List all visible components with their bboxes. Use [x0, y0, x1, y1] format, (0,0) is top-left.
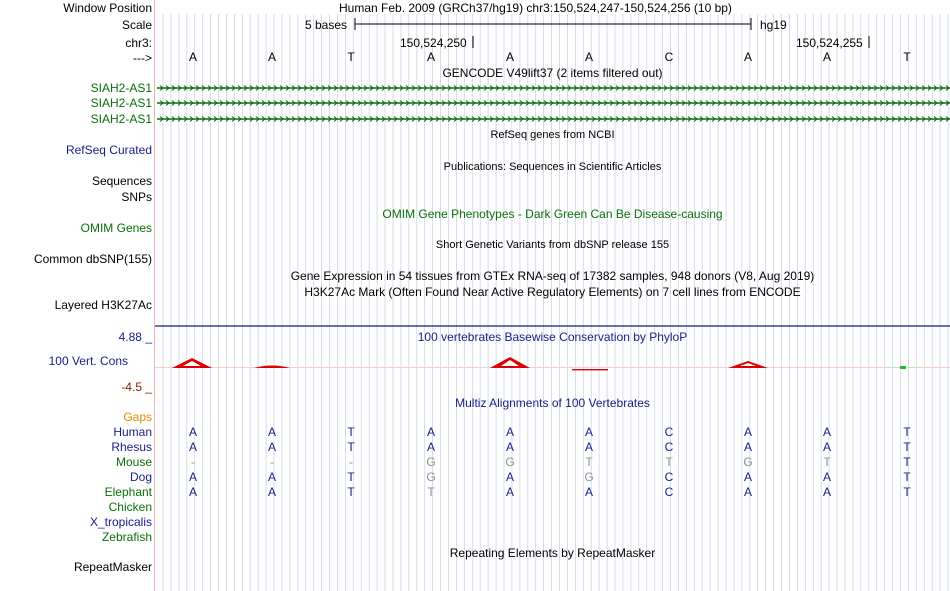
aligned-base-rhesus-1: A	[188, 440, 197, 454]
aligned-base-elephant-5: A	[505, 485, 514, 499]
gtex-track-title: Gene Expression in 54 tissues from GTEx RNA-seq of 17382 samples, 948 donors (V8, Aug 2019)	[290, 269, 815, 283]
base-4: A	[426, 50, 435, 64]
aligned-base-mouse-3: -	[349, 455, 353, 469]
multiz-track-title: Multiz Alignments of 100 Vertebrates	[455, 396, 650, 410]
assembly-position-text: Human Feb. 2009 (GRCh37/hg19) chr3:150,524,247-150,524,256 (10 bp)	[339, 1, 732, 15]
aligned-base-mouse-4: G	[426, 455, 436, 469]
aligned-base-elephant-8: A	[743, 485, 752, 499]
base-3: T	[347, 50, 355, 64]
aligned-base-mouse-8: G	[743, 455, 753, 469]
publications-track-title: Publications: Sequences in Scientific Articles	[443, 161, 662, 173]
aligned-base-rhesus-7: C	[664, 440, 674, 454]
aligned-base-human-3: T	[347, 425, 355, 439]
phylop-positive	[900, 366, 906, 369]
scale-label: Scale	[121, 18, 152, 32]
ruler-position-2: 150,524,255	[796, 36, 863, 50]
base-9: A	[822, 50, 831, 64]
aligned-base-human-5: A	[505, 425, 514, 439]
aligned-base-rhesus-6: A	[584, 440, 593, 454]
phylop-dip	[572, 369, 608, 370]
species-label-elephant: Elephant	[104, 485, 152, 499]
gencode-track-title: GENCODE V49lift37 (2 items filtered out)	[442, 66, 663, 80]
aligned-base-human-9: A	[822, 425, 831, 439]
conservation-max-label: 4.88 _	[118, 330, 152, 344]
aligned-base-dog-5: A	[505, 470, 514, 484]
aligned-base-dog-1: A	[188, 470, 197, 484]
aligned-base-dog-7: C	[664, 470, 674, 484]
species-label-rhesus: Rhesus	[111, 440, 152, 454]
species-label-dog: Dog	[129, 470, 152, 484]
conservation-min-label: -4.5 _	[121, 380, 152, 394]
aligned-base-rhesus-3: T	[347, 440, 355, 454]
aligned-base-mouse-1: -	[191, 455, 195, 469]
h3k27ac-track-label[interactable]: Layered H3K27Ac	[54, 298, 152, 312]
aligned-base-mouse-10: T	[903, 455, 911, 469]
aligned-base-rhesus-2: A	[267, 440, 276, 454]
aligned-base-human-8: A	[743, 425, 752, 439]
aligned-base-dog-4: G	[426, 470, 436, 484]
phylop-track-title: 100 vertebrates Basewise Conservation by PhyloP	[417, 330, 688, 344]
refseq-track-title: RefSeq genes from NCBI	[490, 129, 615, 141]
base-7: C	[664, 50, 674, 64]
aligned-base-mouse-9: T	[823, 455, 831, 469]
aligned-base-elephant-1: A	[188, 485, 197, 499]
window-position-label: Window Position	[63, 1, 152, 15]
scale-db-text: hg19	[760, 18, 787, 32]
repeatmasker-track-label[interactable]: RepeatMasker	[73, 560, 152, 574]
aligned-base-human-10: T	[903, 425, 911, 439]
aligned-base-elephant-7: C	[664, 485, 674, 499]
species-label-mouse: Mouse	[115, 455, 152, 469]
scale-bases-text: 5 bases	[305, 18, 348, 32]
h3k27ac-track-title: H3K27Ac Mark (Often Found Near Active Regulatory Elements) on 7 cell lines from ENCODE	[304, 285, 801, 299]
strand-arrow-label: --->	[133, 51, 152, 65]
ruler-position-1: 150,524,250	[400, 36, 467, 50]
base-2: A	[267, 50, 276, 64]
aligned-base-elephant-10: T	[903, 485, 911, 499]
species-label-zebrafish: Zebrafish	[101, 530, 152, 544]
sequences-track-label[interactable]: Sequences	[91, 174, 152, 188]
species-label-xtropicalis: X_tropicalis	[89, 515, 152, 529]
aligned-base-rhesus-8: A	[743, 440, 752, 454]
aligned-base-dog-6: G	[584, 470, 594, 484]
omim-track-label[interactable]: OMIM Genes	[80, 221, 152, 235]
aligned-base-human-7: C	[664, 425, 674, 439]
aligned-base-human-2: A	[267, 425, 276, 439]
omim-track-title: OMIM Gene Phenotypes - Dark Green Can Be Disease-causing	[382, 207, 723, 221]
gene-label-2[interactable]: SIAH2-AS1	[90, 96, 152, 110]
species-label-chicken: Chicken	[108, 500, 152, 514]
aligned-base-rhesus-5: A	[505, 440, 514, 454]
aligned-base-mouse-2: -	[270, 455, 274, 469]
aligned-base-dog-8: A	[743, 470, 752, 484]
aligned-base-human-6: A	[584, 425, 593, 439]
base-1: A	[188, 50, 197, 64]
aligned-base-elephant-4: T	[427, 485, 435, 499]
aligned-base-dog-3: T	[347, 470, 355, 484]
aligned-base-dog-9: A	[822, 470, 831, 484]
aligned-base-mouse-7: T	[665, 455, 673, 469]
conservation-track-label[interactable]: 100 Vert. Cons	[48, 354, 128, 368]
aligned-base-rhesus-10: T	[903, 440, 911, 454]
refseq-track-label[interactable]: RefSeq Curated	[65, 143, 152, 157]
base-5: A	[505, 50, 514, 64]
aligned-base-rhesus-9: A	[822, 440, 831, 454]
aligned-base-dog-2: A	[267, 470, 276, 484]
aligned-base-human-4: A	[426, 425, 435, 439]
aligned-base-elephant-9: A	[822, 485, 831, 499]
base-6: A	[584, 50, 593, 64]
aligned-base-elephant-6: A	[584, 485, 593, 499]
dbsnp-track-label[interactable]: Common dbSNP(155)	[33, 252, 152, 266]
phylop-peak	[254, 366, 290, 369]
dbsnp-track-title: Short Genetic Variants from dbSNP release 155	[435, 239, 670, 251]
base-8: A	[743, 50, 752, 64]
chrom-label: chr3:	[125, 36, 152, 50]
aligned-base-rhesus-4: A	[426, 440, 435, 454]
aligned-base-elephant-2: A	[267, 485, 276, 499]
species-label-human: Human	[113, 425, 152, 439]
repeatmasker-track-title: Repeating Elements by RepeatMasker	[449, 546, 656, 560]
base-10: T	[903, 50, 911, 64]
gene-label-1[interactable]: SIAH2-AS1	[90, 81, 152, 95]
aligned-base-dog-10: T	[903, 470, 911, 484]
aligned-base-mouse-6: T	[585, 455, 593, 469]
snps-track-label[interactable]: SNPs	[121, 190, 152, 204]
aligned-base-elephant-3: T	[347, 485, 355, 499]
aligned-base-human-1: A	[188, 425, 197, 439]
gene-label-3[interactable]: SIAH2-AS1	[90, 112, 152, 126]
gaps-label: Gaps	[123, 410, 152, 424]
aligned-base-mouse-5: G	[505, 455, 515, 469]
